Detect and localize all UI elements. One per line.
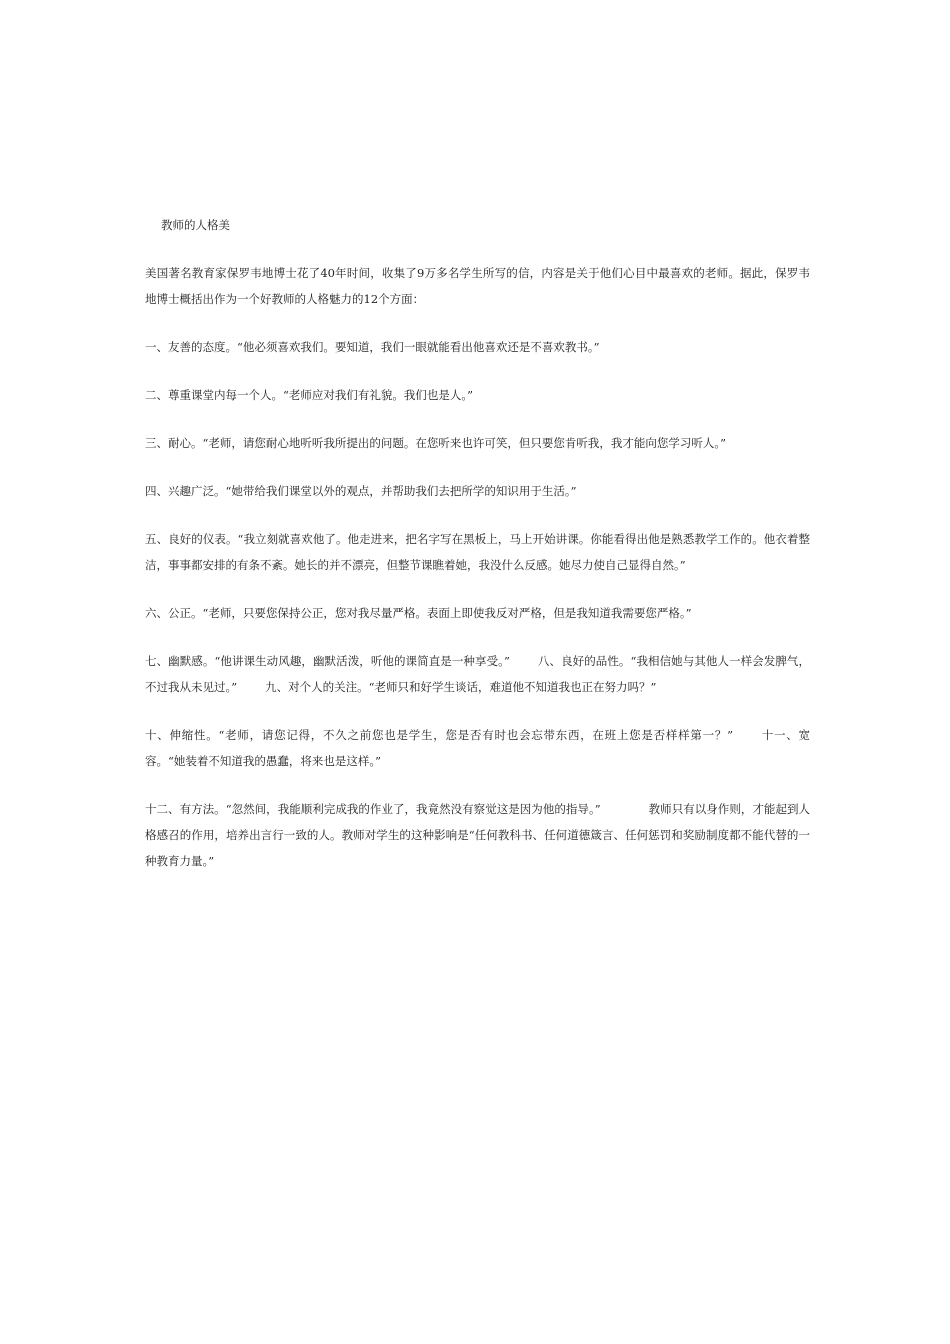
items-flexibility-tolerance [145, 722, 810, 774]
item-tolerance: 十一、宽容。“她装着不知道我的愚蠢，将来也是这样。” [145, 728, 810, 768]
item-humor: 七、幽默感。“他讲课生动风趣，幽默活泼，听他的课简直是一种享受。” [145, 654, 510, 668]
items-humor-character-attention [145, 648, 810, 700]
item-good-character: 八、良好的品性。“我相信她与其他人一样会发脾气，不过我从未见过。” [145, 654, 810, 694]
item-broad-interests: 四、兴趣广泛。“她带给我们课堂以外的观点，并帮助我们去把所学的知识用于生活。” [145, 484, 577, 498]
intro-paragraph: 美国著名教育家保罗韦地博士花了40年时间，收集了9万多名学生所写的信，内容是关于他们心目中最喜欢的老师。据此，保罗韦地博士概括出作为一个好教师的人格魅力的12个方面： [145, 266, 810, 306]
conclusion-text: 教师只有以身作则，才能起到人格感召的作用，培养出言行一致的人。教师对学生的这种影响是“任何教科书、任何道德箴言、任何惩罚和奖励制度都不能代替的一种教育力量。” [145, 802, 810, 868]
document-body [145, 212, 810, 896]
item-fairness: 六、公正。“老师，只要您保持公正，您对我尽量严格。表面上即使我反对严格，但是我知道我需要您严格。” [145, 606, 692, 620]
item-friendly-attitude: 一、友善的态度。“他必须喜欢我们。要知道，我们一眼就能看出他喜欢还是不喜欢教书。” [145, 340, 600, 354]
item-method: 十二、有方法。“忽然间，我能顺利完成我的作业了，我竟然没有察觉这是因为他的指导。” [145, 802, 601, 816]
item-respect-everyone: 二、尊重课堂内每一个人。“老师应对我们有礼貌。我们也是人。” [145, 388, 474, 402]
item-personal-attention: 九、对个人的关注。“老师只和好学生谈话，难道他不知道我也正在努力吗？” [265, 680, 657, 694]
item-patience: 三、耐心。“老师，请您耐心地听听我所提出的问题。在您听来也许可笑，但只要您肯听我，我才能向您学习听人。” [145, 436, 727, 450]
item-good-appearance: 五、良好的仪表。“我立刻就喜欢他了。他走进来，把名字写在黑板上，马上开始讲课。你能看得出他是熟悉教学工作的。他衣着整洁，事事都安排的有条不紊。她长的并不漂亮，但整节课瞧着她，我没什么反感。她尽力使自己显得自然。” [145, 532, 810, 572]
document-title: 教师的人格美 [161, 218, 230, 232]
items-method-conclusion [145, 796, 810, 874]
item-flexibility: 十、伸缩性。“老师，请您记得，不久之前您也是学生，您是否有时也会忘带东西，在班上您是否样样第一？” [145, 728, 734, 742]
